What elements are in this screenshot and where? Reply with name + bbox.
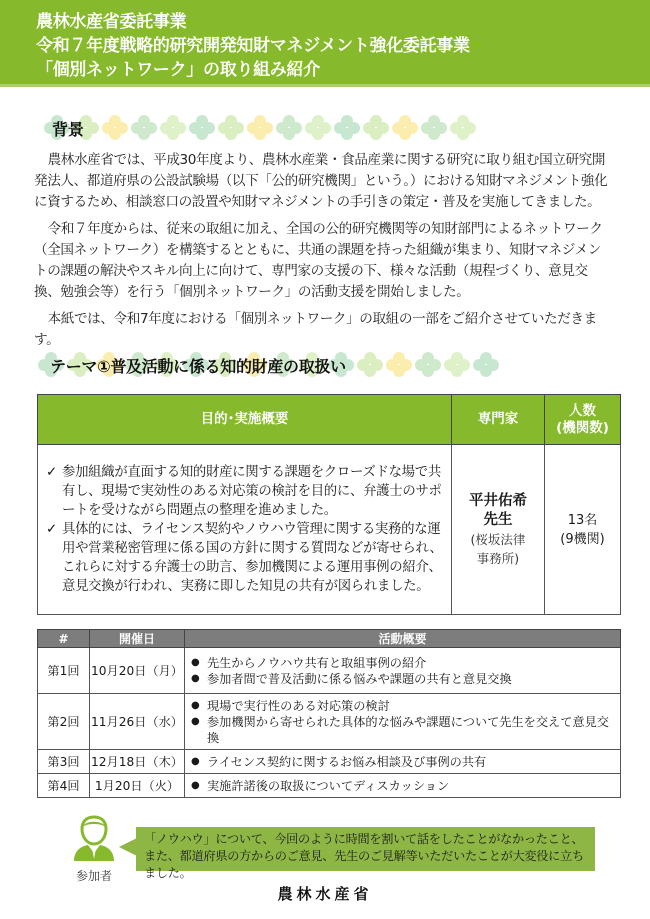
table-row bbox=[38, 774, 621, 798]
participant-count: 13名 bbox=[567, 512, 598, 528]
bullet-dot-icon: ● bbox=[191, 715, 200, 727]
activity-text: 参加者間で普及活動に係る悩みや課題の共有と意見交換 bbox=[207, 671, 512, 686]
schedule-header-activity: 活動概要 bbox=[185, 630, 621, 648]
purpose-bullet bbox=[46, 463, 445, 520]
activity-text: 現場で実行性のある対応策の検討 bbox=[207, 698, 390, 713]
session-activities bbox=[185, 774, 621, 798]
checkmark-icon: ✓ bbox=[46, 522, 57, 537]
purpose-bullet-text: 参加組織が直面する知的財産に関する課題をクローズドな場で共有し、現場で実効性のある対応策の検討を目的に、弁護士のサポートを受けながら問題点の整理を進めました。 bbox=[62, 465, 442, 518]
activity-item bbox=[191, 754, 614, 770]
table-row bbox=[38, 750, 621, 774]
clover-icon bbox=[218, 115, 244, 141]
purpose-cell bbox=[38, 445, 452, 615]
header-line-1: 農林水産省委託事業 bbox=[36, 12, 187, 32]
clover-icon bbox=[276, 115, 302, 141]
expert-affiliation-line-2: 事務所) bbox=[476, 550, 520, 566]
session-number: 第2回 bbox=[38, 694, 90, 750]
header-line-2: 令和７年度戦略的研究開発知財マネジメント強化委託事業 bbox=[36, 36, 470, 56]
clover-icon bbox=[334, 115, 360, 141]
bullet-dot-icon: ● bbox=[191, 672, 200, 684]
clover-icon bbox=[131, 115, 157, 141]
clover-icon bbox=[102, 115, 128, 141]
session-activities bbox=[185, 750, 621, 774]
theme-section-heading bbox=[38, 348, 508, 382]
clover-icon bbox=[444, 352, 470, 378]
table-row bbox=[38, 694, 621, 750]
participant-label: 参加者 bbox=[75, 869, 112, 883]
checkmark-icon: ✓ bbox=[46, 465, 57, 480]
background-paragraph-3: 本紙では、令和7年度における「個別ネットワーク」の取組の一部をご紹介させていただきます。 bbox=[34, 311, 597, 348]
background-paragraph-1: 農林水産省では、平成30年度より、農林水産業・食品産業に関する研究に取り組む国立研究開発法人、都道府県の公設試験場（以下「公的研究機関」という。）における知財マネジメント強化に資するため、相談窓口の設置や知財マネジメントの手引きの策定・普及を実施してきました。 bbox=[34, 152, 608, 210]
purpose-header: 目的･実施概要 bbox=[38, 395, 452, 445]
session-date: 11月26日（水） bbox=[90, 694, 185, 750]
clover-icon bbox=[450, 115, 476, 141]
person-icon bbox=[72, 815, 116, 861]
activity-item bbox=[191, 714, 614, 746]
institution-count: (9機関) bbox=[560, 531, 605, 547]
session-number: 第3回 bbox=[38, 750, 90, 774]
theme-title: テーマ①普及活動に係る知的財産の取扱い bbox=[50, 356, 346, 376]
session-number: 第1回 bbox=[38, 648, 90, 694]
schedule-header-date: 開催日 bbox=[90, 630, 185, 648]
clover-icon bbox=[386, 352, 412, 378]
activity-item bbox=[191, 778, 614, 794]
table-row bbox=[38, 648, 621, 694]
bullet-dot-icon: ● bbox=[191, 656, 200, 668]
ministry-footer: 農林水産省 bbox=[277, 885, 373, 903]
page-header bbox=[0, 0, 650, 87]
count-header bbox=[545, 395, 621, 445]
clover-icon bbox=[357, 352, 383, 378]
clover-icon bbox=[473, 352, 499, 378]
activity-item bbox=[191, 671, 614, 687]
speech-bubble-tail bbox=[119, 838, 137, 856]
activity-text: 実施許諾後の取扱についてディスカッション bbox=[207, 778, 450, 793]
clover-icon bbox=[363, 115, 389, 141]
activity-item bbox=[191, 698, 614, 714]
session-activities bbox=[185, 648, 621, 694]
background-section-heading bbox=[44, 111, 474, 145]
clover-decoration bbox=[44, 111, 479, 145]
purpose-bullet-text: 具体的には、ライセンス契約やノウハウ管理に関する実務的な運用や営業秘密管理に係る国の方針に関する質問などが寄せられ、これらに対する弁護士の助言、参加機関による運用事例の紹介、意見交換が行われ、実務に即した知見の共有が図られました。 bbox=[62, 522, 443, 594]
clover-icon bbox=[305, 115, 331, 141]
background-body bbox=[34, 150, 614, 357]
clover-icon bbox=[421, 115, 447, 141]
expert-name-line-2: 先生 bbox=[483, 511, 513, 528]
expert-affiliation-line-1: (桜坂法律 bbox=[470, 531, 526, 547]
clover-icon bbox=[392, 115, 418, 141]
expert-name-line-1: 平井佑希 bbox=[469, 492, 527, 509]
activity-text: 参加機関から寄せられた具体的な悩みや課題について先生を交えて意見交換 bbox=[207, 714, 609, 745]
bullet-dot-icon: ● bbox=[191, 699, 200, 711]
session-number: 第4回 bbox=[38, 774, 90, 798]
session-activities bbox=[185, 694, 621, 750]
background-title: 背景 bbox=[52, 119, 84, 139]
expert-cell bbox=[452, 445, 545, 615]
header-line-3: 「個別ネットワーク」の取り組み紹介 bbox=[36, 60, 320, 80]
clover-icon bbox=[415, 352, 441, 378]
activity-item bbox=[191, 655, 614, 671]
clover-icon bbox=[247, 115, 273, 141]
expert-header: 専門家 bbox=[452, 395, 545, 445]
clover-icon bbox=[189, 115, 215, 141]
activity-text: ライセンス契約に関するお悩み相談及び事例の共有 bbox=[207, 754, 487, 769]
schedule-header-num: # bbox=[38, 630, 90, 648]
purpose-bullet bbox=[46, 520, 445, 596]
session-date: 12月18日（木） bbox=[90, 750, 185, 774]
activity-text: 先生からノウハウ共有と取組事例の紹介 bbox=[207, 655, 427, 670]
count-header-line-2: (機関数) bbox=[556, 419, 609, 436]
session-date: 10月20日（月） bbox=[90, 648, 185, 694]
bullet-dot-icon: ● bbox=[191, 755, 200, 767]
clover-icon bbox=[160, 115, 186, 141]
testimonial-bubble: 「ノウハウ」について、今回のように時間を割いて話をしたことがなかったこと、また、都道府県の方からのご意見、先生のご見解等いただいたことが大変役に立ちました。 bbox=[136, 827, 595, 871]
count-header-line-1: 人数 bbox=[569, 402, 596, 419]
session-date: 1月20日（火） bbox=[90, 774, 185, 798]
schedule-table bbox=[37, 629, 621, 798]
count-cell bbox=[545, 445, 621, 615]
bullet-dot-icon: ● bbox=[191, 779, 200, 791]
overview-table bbox=[37, 394, 621, 615]
participant-avatar bbox=[66, 815, 122, 884]
background-paragraph-2: 令和７年度からは、従来の取組に加え、全国の公的研究機関等の知財部門によるネットワーク（全国ネットワーク）を構築するとともに、共通の課題を持った組織が集まり、知財マネジメントの課題の解決やスキル向上に向けて、専門家の支援の下、様々な活動（規程づくり、意見交換、勉強会等）を行う「個別ネットワーク」の活動支援を開始しました。 bbox=[34, 221, 603, 300]
